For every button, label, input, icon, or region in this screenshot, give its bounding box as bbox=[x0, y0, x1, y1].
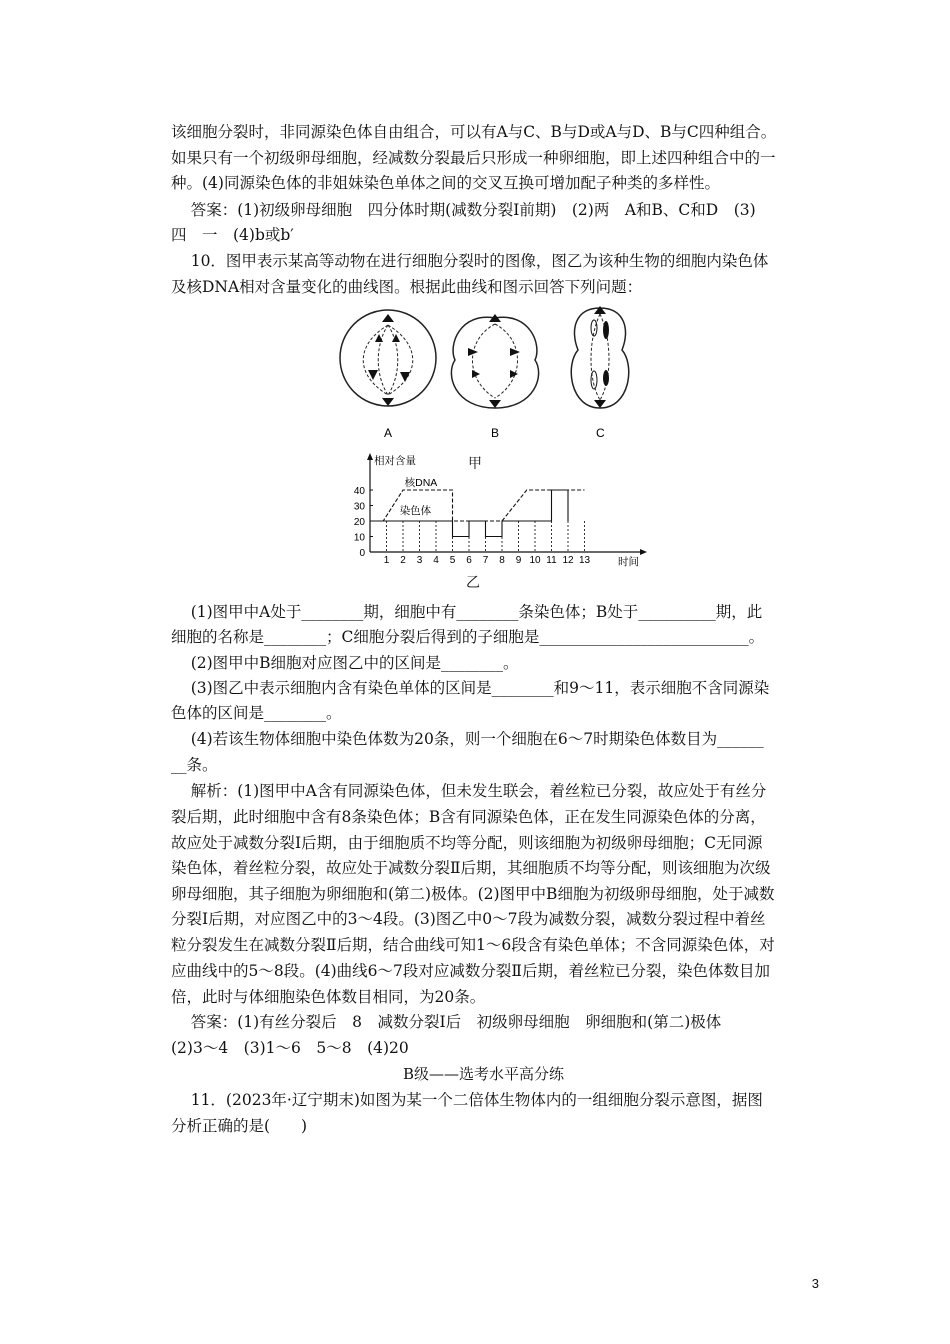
x-axis-arrow bbox=[640, 549, 647, 555]
y-tick-label: 30 bbox=[353, 501, 365, 513]
text-line: 10．图甲表示某高等动物在进行细胞分裂时的图像，图乙为该种生物的细胞内染色体 bbox=[171, 252, 769, 270]
x-tick-label: 9 bbox=[515, 555, 522, 566]
x-tick-label: 12 bbox=[562, 555, 574, 566]
cell-a bbox=[340, 310, 436, 406]
x-tick-label: 7 bbox=[482, 555, 489, 566]
text-line: 染色体，着丝粒分裂，故应处于减数分裂Ⅱ后期，其细胞质不均等分配，则该细胞为次级 bbox=[171, 859, 771, 877]
text-line: 分裂Ⅰ后期，对应图乙中的3～4段。(3)图乙中0～7段为减数分裂，减数分裂过程中着丝 bbox=[171, 910, 766, 928]
cell-b bbox=[451, 314, 538, 408]
text-line: 11．(2023年·辽宁期末)如图为某一个二倍体生物体内的一组细胞分裂示意图，据图 bbox=[171, 1091, 763, 1109]
text-line: (3)图乙中表示细胞内含有染色单体的区间是________和9～11，表示细胞不含同源染 bbox=[171, 679, 770, 697]
text-line: 倍，此时与体细胞染色体数目相同，为20条。 bbox=[171, 988, 486, 1006]
text-line: (2)3～4 (3)1～6 5～8 (4)20 bbox=[171, 1039, 409, 1057]
x-tick-label: 3 bbox=[416, 555, 423, 566]
cell-label-a: A bbox=[384, 426, 393, 440]
y-tick-label: 0 bbox=[359, 548, 365, 559]
text-line: 答案：(1)有丝分裂后 8 减数分裂Ⅰ后 初级卵母细胞 卵细胞和(第二)极体 bbox=[171, 1013, 722, 1031]
figure-yi-chart bbox=[340, 452, 670, 570]
text-line: 分析正确的是( ) bbox=[171, 1117, 308, 1135]
cell-label-c: C bbox=[596, 426, 605, 440]
text-line: 粒分裂发生在减数分裂Ⅱ后期，结合曲线可知1～6段含有染色单体；不含同源染色体，对 bbox=[171, 936, 775, 954]
cell-label-b: B bbox=[491, 426, 500, 440]
text-line: (2)图甲中B细胞对应图乙中的区间是________。 bbox=[171, 654, 519, 672]
x-tick-label: 1 bbox=[383, 555, 390, 566]
x-axis-label: 时间 bbox=[618, 556, 639, 568]
x-tick-label: 6 bbox=[466, 555, 472, 566]
text-line: 解析：(1)图甲中A含有同源染色体，但未发生联会，着丝粒已分裂，故应处于有丝分 bbox=[171, 782, 767, 800]
text-line: 应曲线中的5～8段。(4)曲线6～7段对应减数分裂Ⅱ后期，着丝粒已分裂，染色体数目加 bbox=[171, 962, 770, 980]
series-label-chromosome: 染色体 bbox=[399, 505, 432, 517]
y-tick-label: 40 bbox=[353, 486, 365, 497]
x-tick-label: 13 bbox=[578, 555, 591, 566]
text-line: 色体的区间是________。 bbox=[171, 704, 342, 722]
figure-yi-caption: 乙 bbox=[466, 575, 480, 591]
text-line: 种。(4)同源染色体的非姐妹染色单体之间的交叉互换可增加配子种类的多样性。 bbox=[171, 174, 720, 192]
text-line: 四 一 (4)b或b′ bbox=[171, 226, 294, 244]
x-tick-label: 4 bbox=[433, 555, 439, 566]
text-line: 卵母细胞，其子细胞为卵细胞和(第二)极体。(2)图甲中B细胞为初级卵母细胞，处于减数 bbox=[171, 885, 775, 903]
y-axis-arrow bbox=[367, 453, 373, 460]
text-line: 该细胞分裂时，非同源染色体自由组合，可以有A与C、B与D或A与D、B与C四种组合。 bbox=[171, 123, 777, 141]
x-tick-label: 11 bbox=[546, 555, 557, 566]
text-line: 裂后期，此时细胞中含有8条染色体；B含有同源染色体，正在发生同源染色体的分离， bbox=[171, 808, 766, 826]
figure-jia bbox=[330, 300, 650, 450]
figure-jia-caption: 甲 bbox=[468, 456, 482, 472]
text-line: 故应处于减数分裂Ⅰ后期，由于细胞质不均等分配，则该细胞为初级卵母细胞；C无同源 bbox=[171, 834, 763, 852]
text-line: 细胞的名称是________；C细胞分裂后得到的子细胞是___________________________。 bbox=[171, 628, 765, 646]
text-line: (4)若该生物体细胞中染色体数为20条，则一个细胞在6～7时期染色体数目为______ bbox=[171, 730, 764, 748]
y-tick-label: 10 bbox=[353, 532, 365, 544]
text-line: 答案：(1)初级卵母细胞 四分体时期(减数分裂Ⅰ前期) (2)两 A和B、C和D (3) bbox=[171, 201, 756, 219]
y-axis-label: 相对含量 bbox=[374, 455, 416, 467]
page-number: 3 bbox=[811, 1276, 819, 1291]
series-label-dna: 核DNA bbox=[404, 477, 438, 489]
text-line: __条。 bbox=[171, 756, 218, 774]
text-line: B级——选考水平高分练 bbox=[403, 1065, 565, 1083]
x-tick-label: 8 bbox=[499, 555, 505, 566]
x-tick-label: 5 bbox=[449, 555, 456, 566]
cell-c bbox=[571, 306, 628, 408]
x-tick-label: 2 bbox=[400, 555, 406, 566]
text-line: 及核DNA相对含量变化的曲线图。根据此曲线和图示回答下列问题： bbox=[171, 278, 643, 296]
y-tick-label: 20 bbox=[353, 517, 365, 528]
text-line: (1)图甲中A处于________期，细胞中有________条染色体；B处于__________期，此 bbox=[171, 603, 763, 621]
text-line: 如果只有一个初级卵母细胞，经减数分裂最后只形成一种卵细胞，即上述四种组合中的一 bbox=[171, 149, 776, 167]
x-tick-label: 10 bbox=[529, 555, 541, 566]
